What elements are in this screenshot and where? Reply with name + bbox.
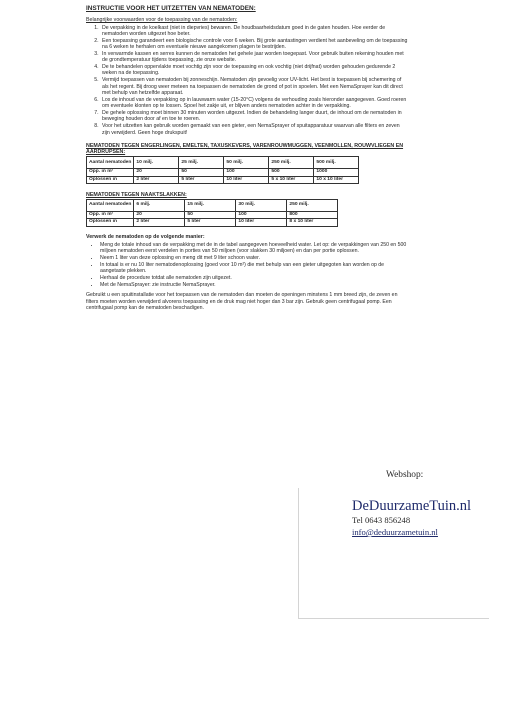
table-cell: 1000 bbox=[314, 169, 359, 176]
procedure-item: • Herhaal de procedure totdat alle nematoden zijn uitgezet. bbox=[100, 275, 408, 281]
brand-name: DeDuurzameTuin.nl bbox=[352, 498, 472, 514]
table-cell: 50 bbox=[179, 169, 224, 176]
document-title: INSTRUCTIE VOOR HET UITZETTEN VAN NEMATODEN: bbox=[86, 5, 256, 12]
table-row bbox=[87, 157, 359, 169]
table-row bbox=[87, 200, 338, 212]
table-cell: 2 liter bbox=[134, 176, 179, 183]
procedure-title: Verwerk de nematoden op de volgende manier: bbox=[86, 233, 205, 240]
conditions-intro: Belangrijke voorwaarden voor de toepassing van de nematoden: bbox=[86, 17, 238, 24]
table-cell: 15 milj. bbox=[185, 200, 236, 212]
condition-item: 1. De verpakking in de koelkast (niet in diepvries) bewaren. De houdbaarheidsdatum goed in de gaten houden. Hoe eerder de nematoden worden uitgezet hoe beter. bbox=[100, 25, 408, 38]
condition-item: 4. De te behandelen oppervlakte moet vochtig zijn voor de toepassing en ook vochtig (niet drijfnat) worden gehouden gedurende 2 weken na de toepassing. bbox=[100, 64, 408, 77]
table-cell: 100 bbox=[236, 212, 287, 219]
table-cell: 800 bbox=[287, 212, 338, 219]
table-cell: 25 milj. bbox=[179, 157, 224, 169]
table-cell: Aantal nematoden bbox=[87, 200, 134, 212]
conditions-list bbox=[86, 25, 408, 136]
table-cell: 10 liter bbox=[236, 219, 287, 226]
table-cell: Oplossen in bbox=[87, 176, 134, 183]
condition-item: 8. Voor het uitzetten kan gebruik worden gemaakt van een gieter, een NemaSprayer of spuitapparatuur waarvan alle filters en zeven zijn verwijderd. Geen hoge drukspuit! bbox=[100, 123, 408, 136]
table-cell: 50 bbox=[185, 212, 236, 219]
table-cell: 10 liter bbox=[224, 176, 269, 183]
webshop-label: Webshop: bbox=[386, 470, 424, 480]
table-cell: 10 milj. bbox=[134, 157, 179, 169]
table-cell: 30 milj. bbox=[236, 200, 287, 212]
closing-paragraph: Gebruikt u een spuitinstallatie voor het toepassen van de nematoden dan moeten de openingen minstens 1 mm breed zijn, de zeven en filters moeten worden verwijderd alvorens toepassing en de druk mag niet hoger dan 3 bar zijn. Gebruik geen centrifugaal pomp. Een centrifugaal pomp kan de nematoden beschadigen. bbox=[86, 292, 398, 311]
condition-item: 5. Vermijd toepassen van nematoden bij zonneschijn. Nematoden zijn gevoelig voor UV-licht. Het best is toepassen bij schemering of als het regent. Bij droog weer meteen na toepassen de nematoden de grond of pot in spoelen. Met een NemaSprayer kan dit direct met behulp van hetzelfde apparaat. bbox=[100, 77, 408, 96]
table-row bbox=[87, 212, 338, 219]
table-cell: 500 bbox=[269, 169, 314, 176]
table-cell: 20 bbox=[134, 212, 185, 219]
condition-item: 6. Los de inhoud van de verpakking op in lauwwarm water (15-20°C) volgens de verhouding zoals hieronder aangegeven. Goed roeren om eventuele klonten op te lossen. Spoel het zakje uit, er blijven anders nematoden achter in de verpakking. bbox=[100, 97, 408, 110]
table-cell: 20 bbox=[134, 169, 179, 176]
table-cell: 8 x 10 liter bbox=[287, 219, 338, 226]
table2-title: NEMATODEN TEGEN NAAKTSLAKKEN: bbox=[86, 191, 187, 198]
table-cell: 250 milj. bbox=[287, 200, 338, 212]
table-cell: 6 milj. bbox=[134, 200, 185, 212]
table-cell: 5 x 10 liter bbox=[269, 176, 314, 183]
table-cell: 100 bbox=[224, 169, 269, 176]
procedure-item: • Met de NemaSprayer: zie instructie NemaSprayer. bbox=[100, 282, 408, 288]
table-cell: 250 milj. bbox=[269, 157, 314, 169]
table-cell: Opp. in m² bbox=[87, 212, 134, 219]
table-cell: 10 x 10 liter bbox=[314, 176, 359, 183]
email-link[interactable]: info@deduurzametuin.nl bbox=[352, 527, 438, 537]
procedure-item: • Meng de totale inhoud van de verpakking met de in de tabel aangegeven hoeveelheid water. Let op: de verpakkingen van 250 en 500 miljoen nematoden eerst verdelen in porties van 50 miljoen (voor slakken 30 miljoen) en dan per portie oplossen. bbox=[100, 242, 408, 255]
table-cell: 500 milj. bbox=[314, 157, 359, 169]
table-cell: Opp. in m² bbox=[87, 169, 134, 176]
table-cell: 50 milj. bbox=[224, 157, 269, 169]
table-cell: 5 liter bbox=[185, 219, 236, 226]
procedure-item: • Neem 1 liter van deze oplossing en meng dit met 9 liter schoon water. bbox=[100, 255, 408, 261]
dosage-table-slugs bbox=[86, 199, 338, 227]
procedure-list bbox=[86, 242, 408, 288]
table-cell: Aantal nematoden bbox=[87, 157, 134, 169]
table-row bbox=[87, 176, 359, 183]
table-row bbox=[87, 219, 338, 226]
procedure-item: • In totaal is er nu 10 liter nematodenoplossing (goed voor 10 m²) die met behulp van een gieter uitgegoten kan worden op de aangetaste plekken. bbox=[100, 262, 408, 275]
table-cell: 5 liter bbox=[179, 176, 224, 183]
condition-item: 2. Een toepassing garandeert een biologische controle voor 6 weken. Bij grote aantastingen verdient het aanbeveling om de toepassing na 6 weken te herhalen om eventuele nieuwe aangekomen plagen te bestrijden. bbox=[100, 38, 408, 51]
table-row bbox=[87, 169, 359, 176]
table1-title: NEMATODEN TEGEN ENGERLINGEN, EMELTEN, TAXUSKEVERS, VARENROUWMUGGEN, VEENMOLLEN, ROUWVLIEGEN EN AARDRUPSEN: bbox=[86, 142, 404, 155]
table-cell: Oplossen in bbox=[87, 219, 134, 226]
table-cell: 2 liter bbox=[134, 219, 185, 226]
condition-item: 3. In verwarmde kassen en serres kunnen de nematoden het gehele jaar worden toegepast. Voor gebruik buiten rekening houden met de grondtemperatuur tijdens toepassing, zie onze website. bbox=[100, 51, 408, 64]
dosage-table-larvae bbox=[86, 156, 359, 184]
condition-item: 7. De gehele oplossing moet binnen 30 minuten worden uitgezet. Indien de behandeling langer duurt, de inhoud om de nematoden in beweging houden door af en toe te roeren. bbox=[100, 110, 408, 123]
phone-number: Tel 0643 856248 bbox=[352, 515, 411, 525]
instruction-document bbox=[86, 0, 408, 311]
